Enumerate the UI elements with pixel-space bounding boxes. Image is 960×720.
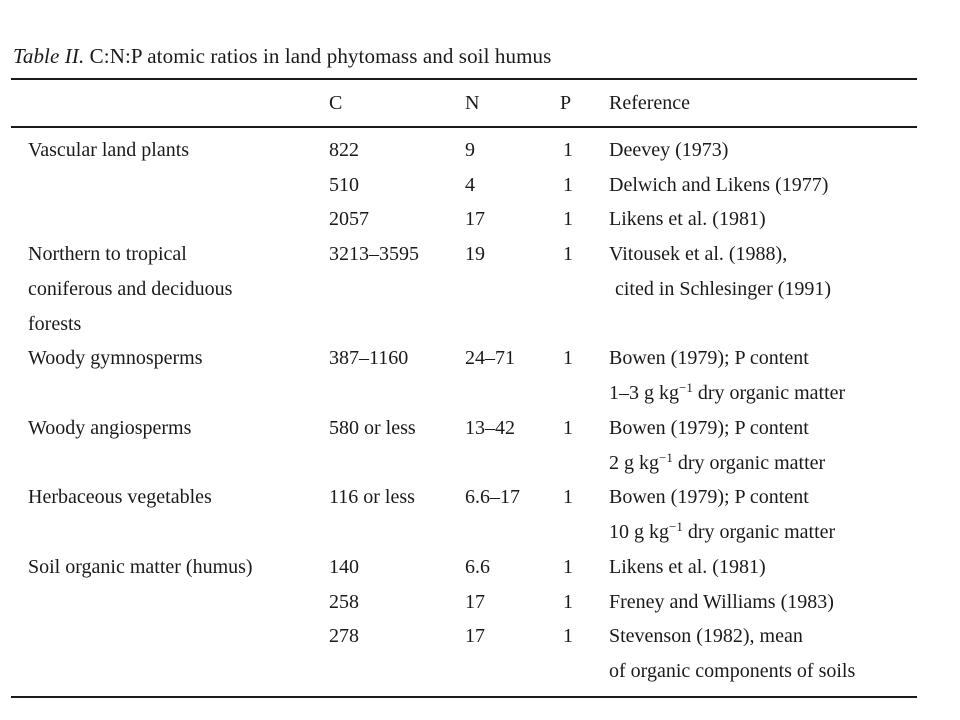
cell-reference: Bowen (1979); P content [609,417,809,439]
cell-n: 4 [465,174,475,196]
table-caption-text: C:N:P atomic ratios in land phytomass and soil humus [89,44,552,68]
cell-c: 580 or less [329,417,416,439]
cell-reference-line2: cited in Schlesinger (1991) [615,278,832,300]
cell-n: 17 [465,591,485,613]
row-category: Northern to tropical [28,243,187,265]
unit-exponent: −1 [669,519,683,534]
cell-reference-line2 [609,452,825,475]
cell-reference: Bowen (1979); P content [609,486,809,508]
table-header-rule [11,126,917,128]
column-header-p: P [560,92,572,114]
cell-c: 822 [329,139,359,161]
cell-n: 17 [465,625,485,647]
reference-unit-text: 1–3 g kg [609,382,679,404]
cell-p: 1 [563,417,573,439]
cell-reference: Freney and Williams (1983) [609,591,834,613]
cell-n: 24–71 [465,347,515,369]
cell-n: 19 [465,243,485,265]
reference-unit-suffix: dry organic matter [697,382,846,404]
cell-p: 1 [563,208,573,230]
unit-exponent: −1 [679,380,693,395]
cell-p: 1 [563,591,573,613]
cell-c: 140 [329,556,359,578]
table-caption [13,44,551,69]
row-category: Herbaceous vegetables [28,486,212,508]
row-category: Soil organic matter (humus) [28,556,253,578]
cell-c: 387–1160 [329,347,409,369]
cell-reference: Likens et al. (1981) [609,556,766,578]
cell-c: 278 [329,625,359,647]
cell-c: 510 [329,174,359,196]
cell-c: 258 [329,591,359,613]
cell-p: 1 [563,174,573,196]
row-category-line3: forests [28,313,82,335]
cell-reference-line2 [609,521,835,544]
cell-p: 1 [563,625,573,647]
cell-c: 116 or less [329,486,415,508]
row-category: Vascular land plants [28,139,190,161]
cell-n: 6.6 [465,556,490,578]
cell-reference: Bowen (1979); P content [609,347,809,369]
reference-unit-text: 10 g kg [609,521,669,543]
cell-reference: Stevenson (1982), mean [609,625,803,647]
table-top-rule [11,78,917,80]
cell-n: 9 [465,139,475,161]
cell-p: 1 [563,243,573,265]
cell-reference-line2 [609,382,845,405]
column-header-c: C [329,92,343,114]
cell-reference: Deevey (1973) [609,139,729,161]
cell-reference: Likens et al. (1981) [609,208,766,230]
reference-unit-suffix: dry organic matter [677,452,826,474]
cell-c: 2057 [329,208,369,230]
row-category: Woody gymnosperms [28,347,203,369]
cell-n: 17 [465,208,485,230]
row-category-line2: coniferous and deciduous [28,278,233,300]
column-header-n: N [465,92,480,114]
row-category: Woody angiosperms [28,417,192,439]
unit-exponent: −1 [659,450,673,465]
cell-c: 3213–3595 [329,243,419,265]
reference-unit-suffix: dry organic matter [687,521,836,543]
cell-reference: Vitousek et al. (1988), [609,243,788,265]
reference-unit-text: 2 g kg [609,452,659,474]
cell-p: 1 [563,486,573,508]
cell-n: 6.6–17 [465,486,520,508]
table-caption-label: Table II. [13,44,85,68]
column-header-reference: Reference [609,92,691,114]
cell-p: 1 [563,139,573,161]
cell-n: 13–42 [465,417,515,439]
cell-reference-line2: of organic components of soils [609,660,856,682]
cell-p: 1 [563,556,573,578]
table-bottom-rule [11,696,917,698]
cell-reference: Delwich and Likens (1977) [609,174,829,196]
cell-p: 1 [563,347,573,369]
